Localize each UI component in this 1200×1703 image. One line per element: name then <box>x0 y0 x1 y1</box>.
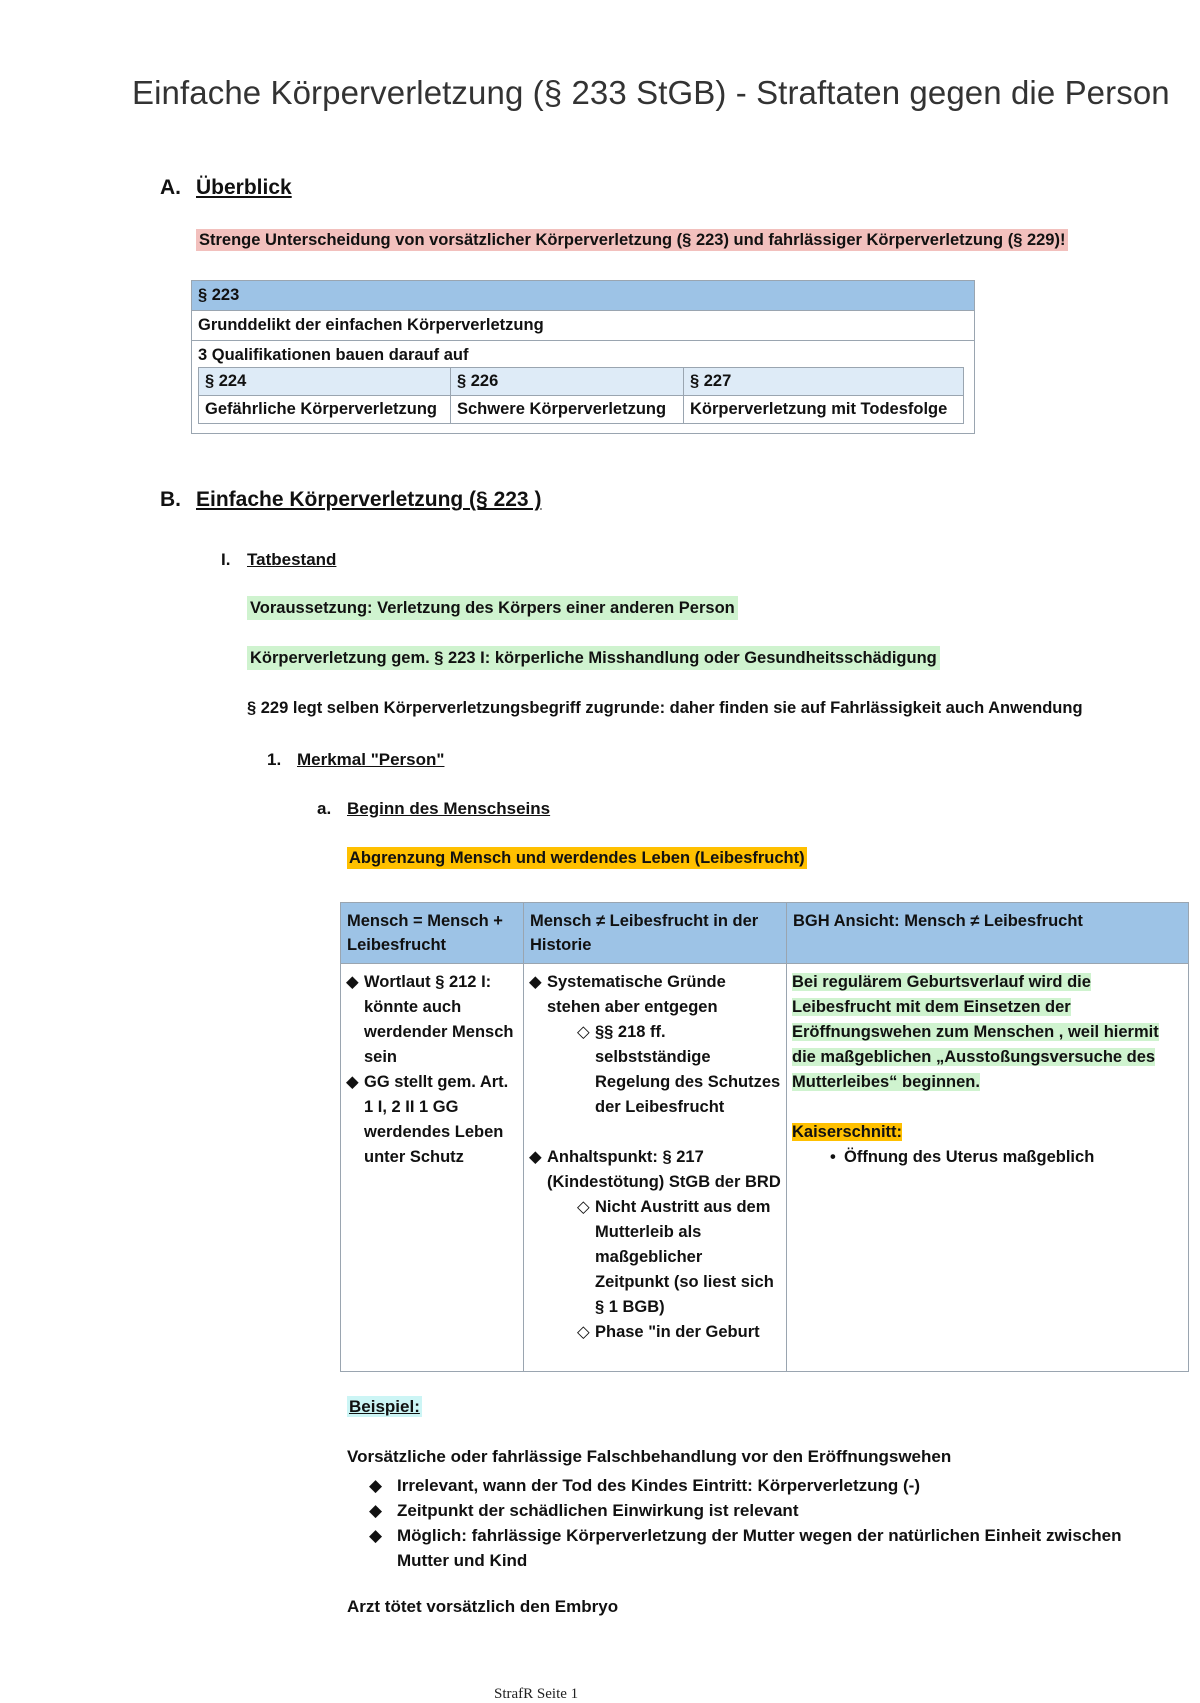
diamond-bullet-icon: ◆ <box>346 973 359 991</box>
hollow-diamond-icon: ◇ <box>577 1198 590 1216</box>
tatbestand-title: Tatbestand <box>247 550 337 569</box>
merkmal-heading <box>267 750 444 770</box>
tatbestand-number: I. <box>221 550 231 569</box>
diamond-bullet-icon: ◆ <box>529 973 542 991</box>
qualifikationen-label: 3 Qualifikationen bauen darauf auf <box>198 346 469 364</box>
qual-label-227: Körperverletzung mit Todesfolge <box>684 396 964 424</box>
bgh-explanation-text: Bei regulärem Geburtsverlauf wird die Leibesfrucht mit dem Einsetzen der Eröffnungswehen zum Menschen , weil hiermit die maßgeblichen „Ausstoßungsversuche des Mutterleibes“ beginnen. <box>792 973 1159 1091</box>
voraussetzung-line <box>247 599 738 618</box>
kaiserschnitt-label <box>792 1120 1183 1145</box>
abgrenzung-text: Abgrenzung Mensch und werdendes Leben (Leibesfrucht) <box>349 849 805 867</box>
overview-row-qualifikationen <box>192 341 975 434</box>
list-item-text: Öffnung des Uterus maßgeblich <box>844 1148 1095 1166</box>
diamond-bullet-icon: ◆ <box>369 1526 383 1545</box>
list-item-text: Systematische Gründe stehen aber entgegen <box>547 973 726 1016</box>
diamond-bullet-icon: ◆ <box>529 1148 542 1166</box>
compare-head-1: Mensch = Mensch + Leibesfrucht <box>341 903 524 964</box>
beginn-number: a. <box>317 799 332 818</box>
overview-head: § 223 <box>192 281 975 311</box>
qual-head-224: § 224 <box>199 368 451 396</box>
tatbestand-heading <box>221 550 336 570</box>
beginn-heading <box>317 799 550 819</box>
bgh-explanation <box>792 970 1183 1095</box>
sub-list-item <box>577 1020 781 1120</box>
beispiel-label-text: Beispiel: <box>349 1397 420 1416</box>
list-item <box>346 1070 518 1170</box>
bullet-dot-icon: • <box>830 1148 836 1166</box>
compare-head-2: Mensch ≠ Leibesfrucht in der Historie <box>524 903 787 964</box>
hollow-diamond-icon: ◇ <box>577 1023 590 1041</box>
section-a-heading <box>160 176 292 200</box>
section-b-title: Einfache Körperverletzung (§ 223 ) <box>196 488 542 511</box>
merkmal-title: Merkmal "Person" <box>297 750 445 769</box>
sub-list-item-text: §§ 218 ff. selbstständige Regelung des Schutzes der Leibesfrucht <box>595 1023 781 1116</box>
qual-head-226: § 226 <box>451 368 684 396</box>
sub-list-item-text: Nicht Austritt aus dem Mutterleib als maßgeblicher Zeitpunkt (so liest sich § 1 BGB) <box>595 1198 774 1316</box>
sub-list-item-text: Phase "in der Geburt <box>595 1323 760 1341</box>
qual-head-227: § 227 <box>684 368 964 396</box>
overview-row-grunddelikt: Grunddelikt der einfachen Körperverletzung <box>192 311 975 341</box>
qualifikationen-table <box>198 367 964 424</box>
kaiserschnitt-text: Kaiserschnitt: <box>792 1123 903 1141</box>
arzt-line: Arzt tötet vorsätzlich den Embryo <box>347 1597 619 1616</box>
list-item <box>529 1145 781 1195</box>
diamond-bullet-icon: ◆ <box>369 1501 383 1520</box>
compare-col-3 <box>787 964 1189 1372</box>
koerperverletzung-definition <box>247 649 940 668</box>
diamond-bullet-icon: ◆ <box>369 1476 383 1495</box>
qual-label-224: Gefährliche Körperverletzung <box>199 396 451 424</box>
paragraph-229-note: § 229 legt selben Körperverletzungsbegriff zugrunde: daher finden sie auf Fahrlässigkeit auch Anwendung <box>247 699 1083 717</box>
list-item-text: Möglich: fahrlässige Körperverletzung der Mutter wegen der natürlichen Einheit zwischen Mutter und Kind <box>397 1526 1122 1570</box>
diamond-bullet-icon: ◆ <box>346 1073 359 1091</box>
list-item-text: GG stellt gem. Art. 1 I, 2 II 1 GG werdendes Leben unter Schutz <box>364 1073 509 1166</box>
list-item <box>346 970 518 1070</box>
page-footer: StrafR Seite 1 <box>494 1686 579 1702</box>
section-a-number: A. <box>160 176 181 199</box>
compare-col-1 <box>341 964 524 1372</box>
beispiel-label <box>347 1397 422 1417</box>
section-a-title: Überblick <box>196 176 292 199</box>
merkmal-number: 1. <box>267 750 282 769</box>
section-b-number: B. <box>160 488 181 511</box>
page-title: Einfache Körperverletzung (§ 233 StGB) - Straftaten gegen die Person <box>132 74 1170 111</box>
distinction-note-text: Strenge Unterscheidung von vorsätzlicher Körperverletzung (§ 223) und fahrlässiger Körperverletzung (§ 229)! <box>196 229 1068 251</box>
sub-list-item <box>577 1320 781 1345</box>
distinction-note <box>196 231 1068 250</box>
list-item-text: Wortlaut § 212 I: könnte auch werdender Mensch sein <box>364 973 514 1066</box>
compare-head-3: BGH Ansicht: Mensch ≠ Leibesfrucht <box>787 903 1189 964</box>
qual-label-226: Schwere Körperverletzung <box>451 396 684 424</box>
overview-table <box>191 280 975 434</box>
comparison-table <box>340 902 1189 1372</box>
section-b-heading <box>160 488 541 512</box>
list-item-text: Irrelevant, wann der Tod des Kindes Eintritt: Körperverletzung (-) <box>397 1476 920 1495</box>
list-item-text: Zeitpunkt der schädlichen Einwirkung ist relevant <box>397 1501 799 1520</box>
beginn-title: Beginn des Menschseins <box>347 799 551 818</box>
voraussetzung-text: Voraussetzung: Verletzung des Körpers einer anderen Person <box>247 596 738 620</box>
list-item <box>830 1145 1183 1170</box>
list-item-text: Anhaltspunkt: § 217 (Kindestötung) StGB der BRD <box>547 1148 781 1191</box>
sub-list-item <box>577 1195 781 1320</box>
abgrenzung-line <box>347 849 807 868</box>
list-item <box>529 970 781 1020</box>
koerperverletzung-definition-text: Körperverletzung gem. § 223 I: körperliche Misshandlung oder Gesundheitsschädigung <box>247 646 940 670</box>
compare-col-2 <box>524 964 787 1372</box>
beispiel-intro: Vorsätzliche oder fahrlässige Falschbehandlung vor den Eröffnungswehen <box>347 1447 952 1466</box>
hollow-diamond-icon: ◇ <box>577 1323 590 1341</box>
